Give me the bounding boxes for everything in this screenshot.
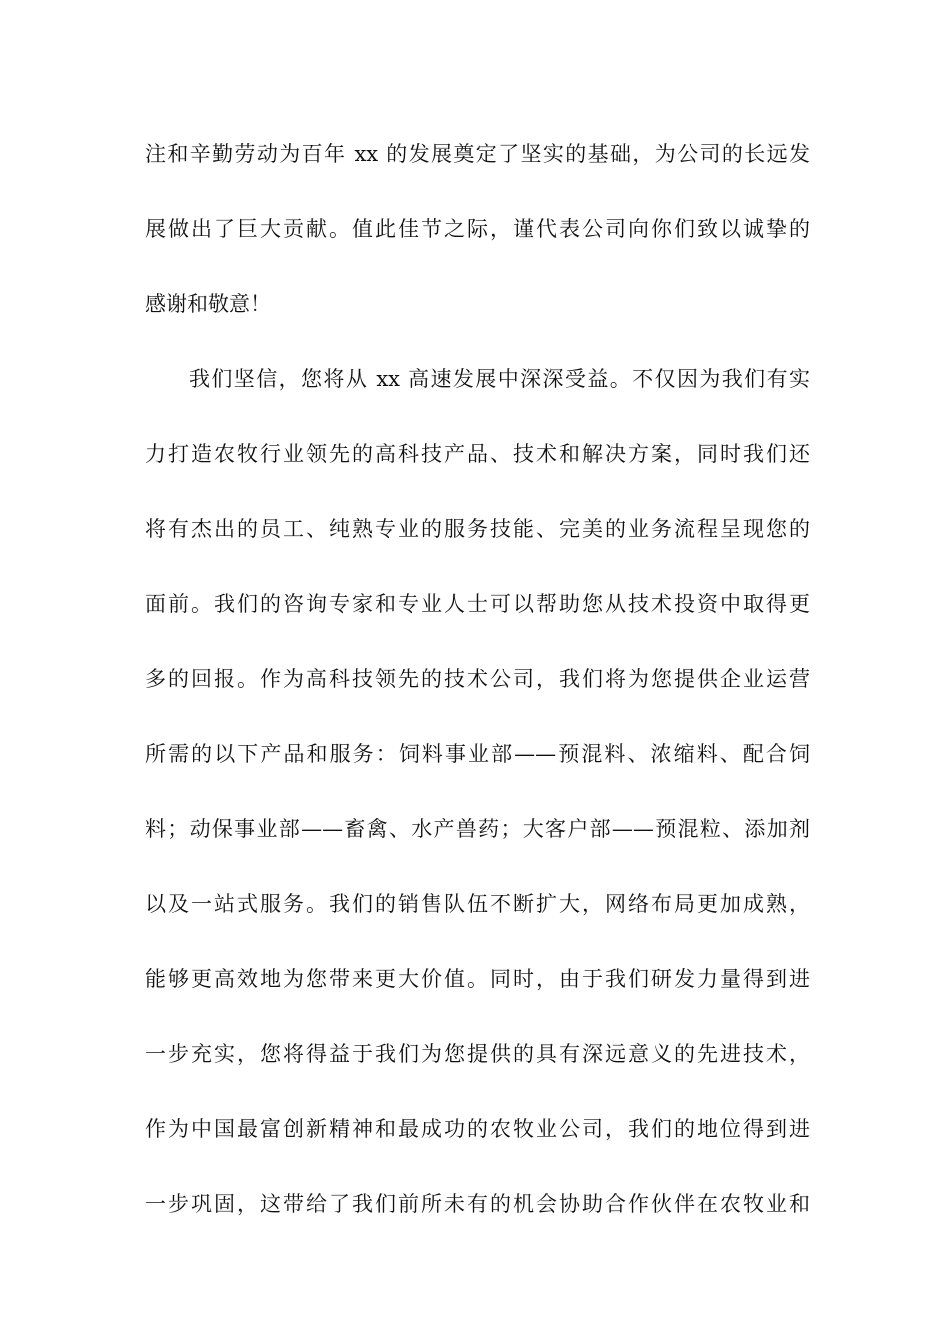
text-line-2: 展做出了巨大贡献。值此佳节之际，谨代表公司向你们致以诚挚的 — [145, 217, 810, 241]
text-line-11: 以及一站式服务。我们的销售队伍不断扩大，网络布局更加成熟， — [145, 892, 810, 916]
text-line-12: 能够更高效地为您带来更大价值。同时，由于我们研发力量得到进 — [145, 967, 810, 991]
text-line-5: 力打造农牧行业领先的高科技产品、技术和解决方案，同时我们还 — [145, 442, 810, 466]
text-line-3: 感谢和敬意！ — [145, 292, 271, 316]
text-line-7: 面前。我们的咨询专家和专业人士可以帮助您从技术投资中取得更 — [145, 592, 810, 616]
text-line-14: 作为中国最富创新精神和最成功的农牧业公司，我们的地位得到进 — [145, 1117, 810, 1141]
text-line-15: 一步巩固，这带给了我们前所未有的机会协助合作伙伴在农牧业和 — [145, 1192, 810, 1216]
text-line-6: 将有杰出的员工、纯熟专业的服务技能、完美的业务流程呈现您的 — [145, 517, 810, 541]
text-line-9: 所需的以下产品和服务：饲料事业部——预混料、浓缩料、配合饲 — [145, 742, 810, 766]
text-line-1: 注和辛勤劳动为百年 xx 的发展奠定了坚实的基础，为公司的长远发 — [145, 142, 810, 166]
text-line-10: 料；动保事业部——畜禽、水产兽药；大客户部——预混粒、添加剂 — [145, 817, 810, 841]
text-line-8: 多的回报。作为高科技领先的技术公司，我们将为您提供企业运营 — [145, 667, 810, 691]
text-line-13: 一步充实，您将得益于我们为您提供的具有深远意义的先进技术， — [145, 1042, 810, 1066]
text-line-4: 我们坚信，您将从 xx 高速发展中深深受益。不仅因为我们有实 — [189, 367, 810, 391]
